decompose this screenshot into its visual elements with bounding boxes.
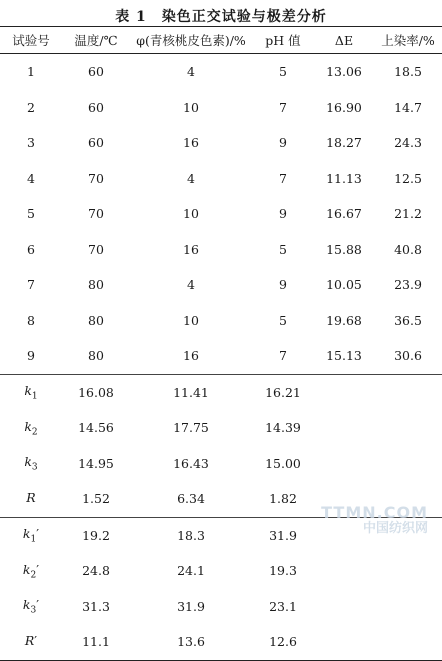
temperature-cell: 80 xyxy=(88,312,104,328)
empty-cell xyxy=(374,410,442,446)
pigment-fraction-cell: 16 xyxy=(183,348,199,364)
delta-e-cell: 15.13 xyxy=(326,348,362,364)
empty-cell xyxy=(374,624,442,660)
trial-no-cell: 7 xyxy=(27,277,35,293)
temperature-cell: 60 xyxy=(88,135,104,151)
dye-uptake-cell: 18.5 xyxy=(394,64,422,80)
temperature-cell: 24.8 xyxy=(82,563,110,579)
range-symbol: R xyxy=(26,489,36,505)
table-title: 表 1 染色正交试验与极差分析 xyxy=(115,9,327,25)
range-symbol: k xyxy=(22,526,31,541)
table-row xyxy=(0,589,442,625)
temperature-cell: 11.1 xyxy=(62,624,130,660)
range-label-cell xyxy=(0,374,62,410)
table-row xyxy=(0,410,442,446)
table-row xyxy=(0,232,442,268)
header-pigment-fraction: φ(青核桃皮色素)/% xyxy=(130,27,252,54)
table-row xyxy=(0,54,442,90)
pigment-fraction-cell: 16 xyxy=(183,135,199,151)
trial-no-cell: 3 xyxy=(27,135,35,151)
empty-cell xyxy=(314,624,374,660)
delta-e-cell: 19.68 xyxy=(326,312,362,328)
trial-no-cell: 4 xyxy=(27,170,35,186)
range-prime: ′ xyxy=(34,632,38,648)
range-label-cell xyxy=(0,481,62,517)
temperature-cell: 16.08 xyxy=(62,374,130,410)
temperature-cell: 70 xyxy=(88,206,104,222)
dye-uptake-cell: 21.2 xyxy=(394,206,422,222)
empty-cell xyxy=(374,374,442,410)
empty-cell xyxy=(314,410,374,446)
table-row xyxy=(0,624,442,660)
ph-cell: 5 xyxy=(279,64,287,80)
pigment-fraction-cell: 4 xyxy=(187,277,195,293)
trial-no-cell: 5 xyxy=(27,206,35,222)
pigment-fraction-cell: 4 xyxy=(187,170,195,186)
dye-uptake-cell: 23.9 xyxy=(394,277,422,293)
experiment-rows xyxy=(0,54,442,375)
temperature-cell: 14.95 xyxy=(78,455,114,471)
temperature-cell: 70 xyxy=(88,241,104,257)
range-subscript: 1 xyxy=(30,534,37,545)
ph-cell: 23.1 xyxy=(269,598,297,614)
range-subscript: 3 xyxy=(30,605,37,616)
ph-cell: 7 xyxy=(279,348,287,364)
temperature-cell: 1.52 xyxy=(82,491,110,507)
ph-cell: 9 xyxy=(279,206,287,222)
range-subscript: 2 xyxy=(31,427,38,437)
empty-cell xyxy=(314,553,374,589)
pigment-fraction-cell: 31.9 xyxy=(177,598,205,614)
dye-uptake-cell: 36.5 xyxy=(394,312,422,328)
ph-cell: 5 xyxy=(279,312,287,328)
table-row xyxy=(0,196,442,232)
ph-cell: 7 xyxy=(279,99,287,115)
ph-cell: 1.82 xyxy=(269,491,297,507)
delta-e-cell: 15.88 xyxy=(326,241,362,257)
range-symbol: k xyxy=(24,383,32,398)
range-label-cell xyxy=(0,410,62,446)
ph-cell: 7 xyxy=(279,170,287,186)
dye-uptake-cell: 40.8 xyxy=(394,241,422,257)
dye-uptake-cell: 24.3 xyxy=(394,135,422,151)
pigment-fraction-cell: 16 xyxy=(183,241,199,257)
trial-no-cell: 6 xyxy=(27,241,35,257)
range-symbol: R xyxy=(24,632,35,648)
delta-e-cell: 10.05 xyxy=(326,277,362,293)
orthogonal-test-table xyxy=(0,26,442,661)
header-row xyxy=(0,27,442,54)
trial-no-cell: 1 xyxy=(27,64,35,80)
range-label-cell xyxy=(0,446,62,482)
range-subscript: 3 xyxy=(31,462,38,473)
pigment-fraction-cell: 6.34 xyxy=(177,491,205,507)
empty-cell xyxy=(374,589,442,625)
ph-cell: 16.21 xyxy=(252,374,314,410)
ph-cell: 12.6 xyxy=(252,624,314,660)
header-dye-uptake: 上染率/% xyxy=(374,27,442,54)
dye-uptake-cell: 12.5 xyxy=(394,170,422,186)
range-prime: ′ xyxy=(36,597,40,612)
range-analysis-delta-e xyxy=(0,374,442,517)
empty-cell xyxy=(314,589,374,625)
empty-cell xyxy=(374,446,442,482)
delta-e-cell: 16.67 xyxy=(326,206,362,222)
range-symbol: k xyxy=(24,418,32,434)
pigment-fraction-cell: 10 xyxy=(183,312,199,328)
pigment-fraction-cell: 10 xyxy=(183,206,199,222)
table-row xyxy=(0,374,442,410)
delta-e-cell: 18.27 xyxy=(326,135,362,151)
range-prime: ′ xyxy=(36,526,40,541)
table-row xyxy=(0,125,442,161)
pigment-fraction-cell: 10 xyxy=(183,99,199,115)
dye-uptake-cell: 14.7 xyxy=(394,99,422,115)
pigment-fraction-cell: 18.3 xyxy=(130,517,252,553)
pigment-fraction-cell: 17.75 xyxy=(173,420,209,436)
header-ph: pH 值 xyxy=(252,27,314,54)
table-row xyxy=(0,267,442,303)
range-symbol: k xyxy=(24,454,32,469)
pigment-fraction-cell: 4 xyxy=(187,64,195,80)
temperature-cell: 60 xyxy=(88,64,104,80)
temperature-cell: 60 xyxy=(88,99,104,115)
header-trial-no: 试验号 xyxy=(0,27,62,54)
range-symbol: k xyxy=(22,561,31,577)
table-row xyxy=(0,338,442,374)
temperature-cell: 70 xyxy=(88,170,104,186)
ph-cell: 9 xyxy=(279,135,287,151)
range-label-cell xyxy=(0,517,62,553)
range-label-cell xyxy=(0,624,62,660)
table-row xyxy=(0,553,442,589)
table-row xyxy=(0,90,442,126)
pigment-fraction-cell: 24.1 xyxy=(177,563,205,579)
range-subscript: 2 xyxy=(30,570,37,580)
temperature-cell: 31.3 xyxy=(82,598,110,614)
temperature-cell: 14.56 xyxy=(78,420,114,436)
range-subscript: 1 xyxy=(31,391,38,402)
table-row xyxy=(0,161,442,197)
delta-e-cell: 11.13 xyxy=(326,170,362,186)
pigment-fraction-cell: 16.43 xyxy=(173,455,209,471)
range-symbol: k xyxy=(22,597,31,612)
ph-cell: 5 xyxy=(279,241,287,257)
ph-cell: 19.3 xyxy=(269,563,297,579)
header-temperature: 温度/℃ xyxy=(62,27,130,54)
temperature-cell: 19.2 xyxy=(62,517,130,553)
watermark: TTMN.COM 中国纺织网 xyxy=(321,503,428,536)
header-delta-e: ΔE xyxy=(314,27,374,54)
ph-cell: 9 xyxy=(279,277,287,293)
trial-no-cell: 8 xyxy=(27,312,35,328)
trial-no-cell: 2 xyxy=(27,99,35,115)
pigment-fraction-cell: 11.41 xyxy=(130,374,252,410)
empty-cell xyxy=(314,446,374,482)
ph-cell: 14.39 xyxy=(265,420,301,436)
ph-cell: 31.9 xyxy=(252,517,314,553)
pigment-fraction-cell: 13.6 xyxy=(130,624,252,660)
range-analysis-uptake xyxy=(0,517,442,660)
dye-uptake-cell: 30.6 xyxy=(394,348,422,364)
empty-cell xyxy=(314,374,374,410)
table-row xyxy=(0,446,442,482)
empty-cell xyxy=(374,553,442,589)
trial-no-cell: 9 xyxy=(27,348,35,364)
temperature-cell: 80 xyxy=(88,277,104,293)
table-row xyxy=(0,303,442,339)
range-prime: ′ xyxy=(36,561,40,577)
ph-cell: 15.00 xyxy=(265,455,301,471)
range-label-cell xyxy=(0,589,62,625)
range-label-cell xyxy=(0,553,62,589)
temperature-cell: 80 xyxy=(88,348,104,364)
delta-e-cell: 13.06 xyxy=(326,64,362,80)
delta-e-cell: 16.90 xyxy=(326,99,362,115)
